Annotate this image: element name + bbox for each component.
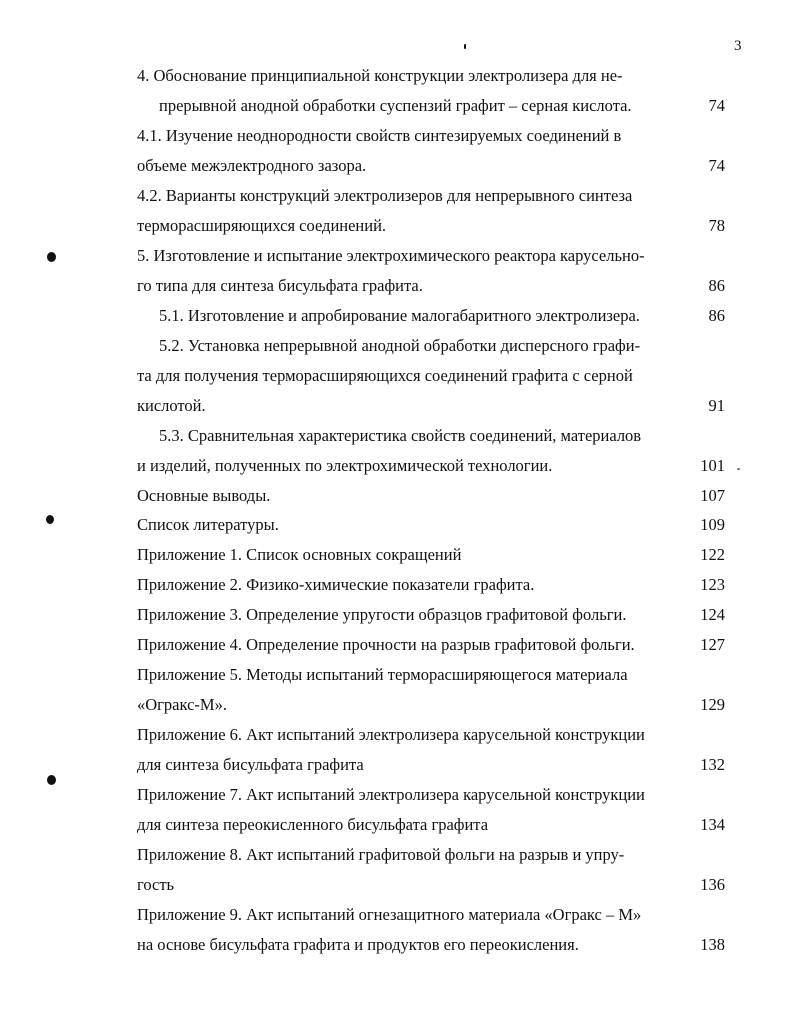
toc-page-number: 109 (700, 515, 725, 534)
toc-page-number: 123 (700, 575, 725, 594)
toc-entry-line: для синтеза переокисленного бисульфата графита (137, 815, 489, 834)
toc-entry-line: Приложение 2. Физико-химические показатели графита. (137, 575, 535, 594)
toc-entry-line: 5. Изготовление и испытание электрохимического реактора карусельно- (137, 246, 645, 265)
toc-entry-line: Приложение 4. Определение прочности на разрыв графитовой фольги. (137, 635, 635, 654)
toc-entry-line: «Огракс-М». (137, 695, 227, 714)
toc-entry-line: 5.3. Сравнительная характеристика свойств соединений, материалов (159, 426, 642, 445)
toc-entry-line: и изделий, полученных по электрохимической технологии. (137, 456, 553, 475)
toc-entry-line: 5.2. Установка непрерывной анодной обработки дисперсного графи- (159, 336, 641, 355)
toc-entry-line: для синтеза бисульфата графита (137, 755, 364, 774)
toc-page-number: 78 (708, 216, 725, 235)
scan-mark (46, 515, 54, 524)
toc-page-number: 124 (700, 605, 725, 624)
toc-entry-line: Приложение 1. Список основных сокращений (137, 545, 462, 564)
toc-entry-line: Приложение 6. Акт испытаний электролизера карусельной конструкции (137, 725, 645, 744)
toc-page-number: 86 (708, 276, 725, 295)
toc-entry-line: прерывной анодной обработки суспензий графит – серная кислота. (159, 96, 632, 115)
toc-page-number: 127 (700, 635, 725, 654)
toc-entry-line: объеме межэлектродного зазора. (137, 156, 367, 175)
toc-entry-line: 5.1. Изготовление и апробирование малогабаритного электролизера. (159, 306, 640, 325)
toc-entry-line: на основе бисульфата графита и продуктов его переокисления. (137, 935, 579, 954)
scan-speck (737, 468, 740, 470)
scan-speck (464, 44, 466, 49)
toc-entry-line: Приложение 7. Акт испытаний электролизера карусельной конструкции (137, 785, 645, 804)
toc-page-number: 122 (700, 545, 725, 564)
toc-entry-line: Приложение 3. Определение упругости образцов графитовой фольги. (137, 605, 627, 624)
toc-entry-line: Приложение 8. Акт испытаний графитовой фольги на разрыв и упру- (137, 845, 625, 864)
toc-entry-line: кислотой. (137, 396, 206, 415)
toc-entry-line: Список литературы. (137, 515, 279, 534)
toc-page-number: 74 (708, 96, 725, 115)
toc-page-number: 132 (700, 755, 725, 774)
toc-page-number: 138 (700, 935, 725, 954)
toc-entry-line: 4. Обоснование принципиальной конструкции электролизера для не- (137, 66, 623, 85)
toc-page-number: 136 (700, 875, 725, 894)
toc-page-number: 91 (708, 396, 725, 415)
toc-entry-line: та для получения терморасширяющихся соединений графита с серной (137, 366, 633, 385)
toc-entry-line: Приложение 9. Акт испытаний огнезащитного материала «Огракс – М» (137, 905, 642, 924)
toc-page-number: 107 (700, 486, 725, 505)
toc-entry-line: гость (137, 875, 175, 894)
toc-entry-line: 4.2. Варианты конструкций электролизеров для непрерывного синтеза (137, 186, 633, 205)
toc-page-number: 129 (700, 695, 725, 714)
toc-entry-line: терморасширяющихся соединений. (137, 216, 387, 235)
toc-entry-line: го типа для синтеза бисульфата графита. (137, 276, 423, 295)
toc-page-number: 101 (700, 456, 725, 475)
toc-page-number: 74 (708, 156, 725, 175)
page-number: 3 (734, 38, 742, 54)
scan-mark (47, 775, 56, 785)
toc-entry-line: Приложение 5. Методы испытаний терморасширяющегося материала (137, 665, 628, 684)
toc-page-number: 134 (700, 815, 725, 834)
scan-mark (47, 252, 56, 262)
toc-entry-line: Основные выводы. (137, 486, 271, 505)
toc-page-number: 86 (708, 306, 725, 325)
toc-entry-line: 4.1. Изучение неоднородности свойств синтезируемых соединений в (137, 126, 622, 145)
